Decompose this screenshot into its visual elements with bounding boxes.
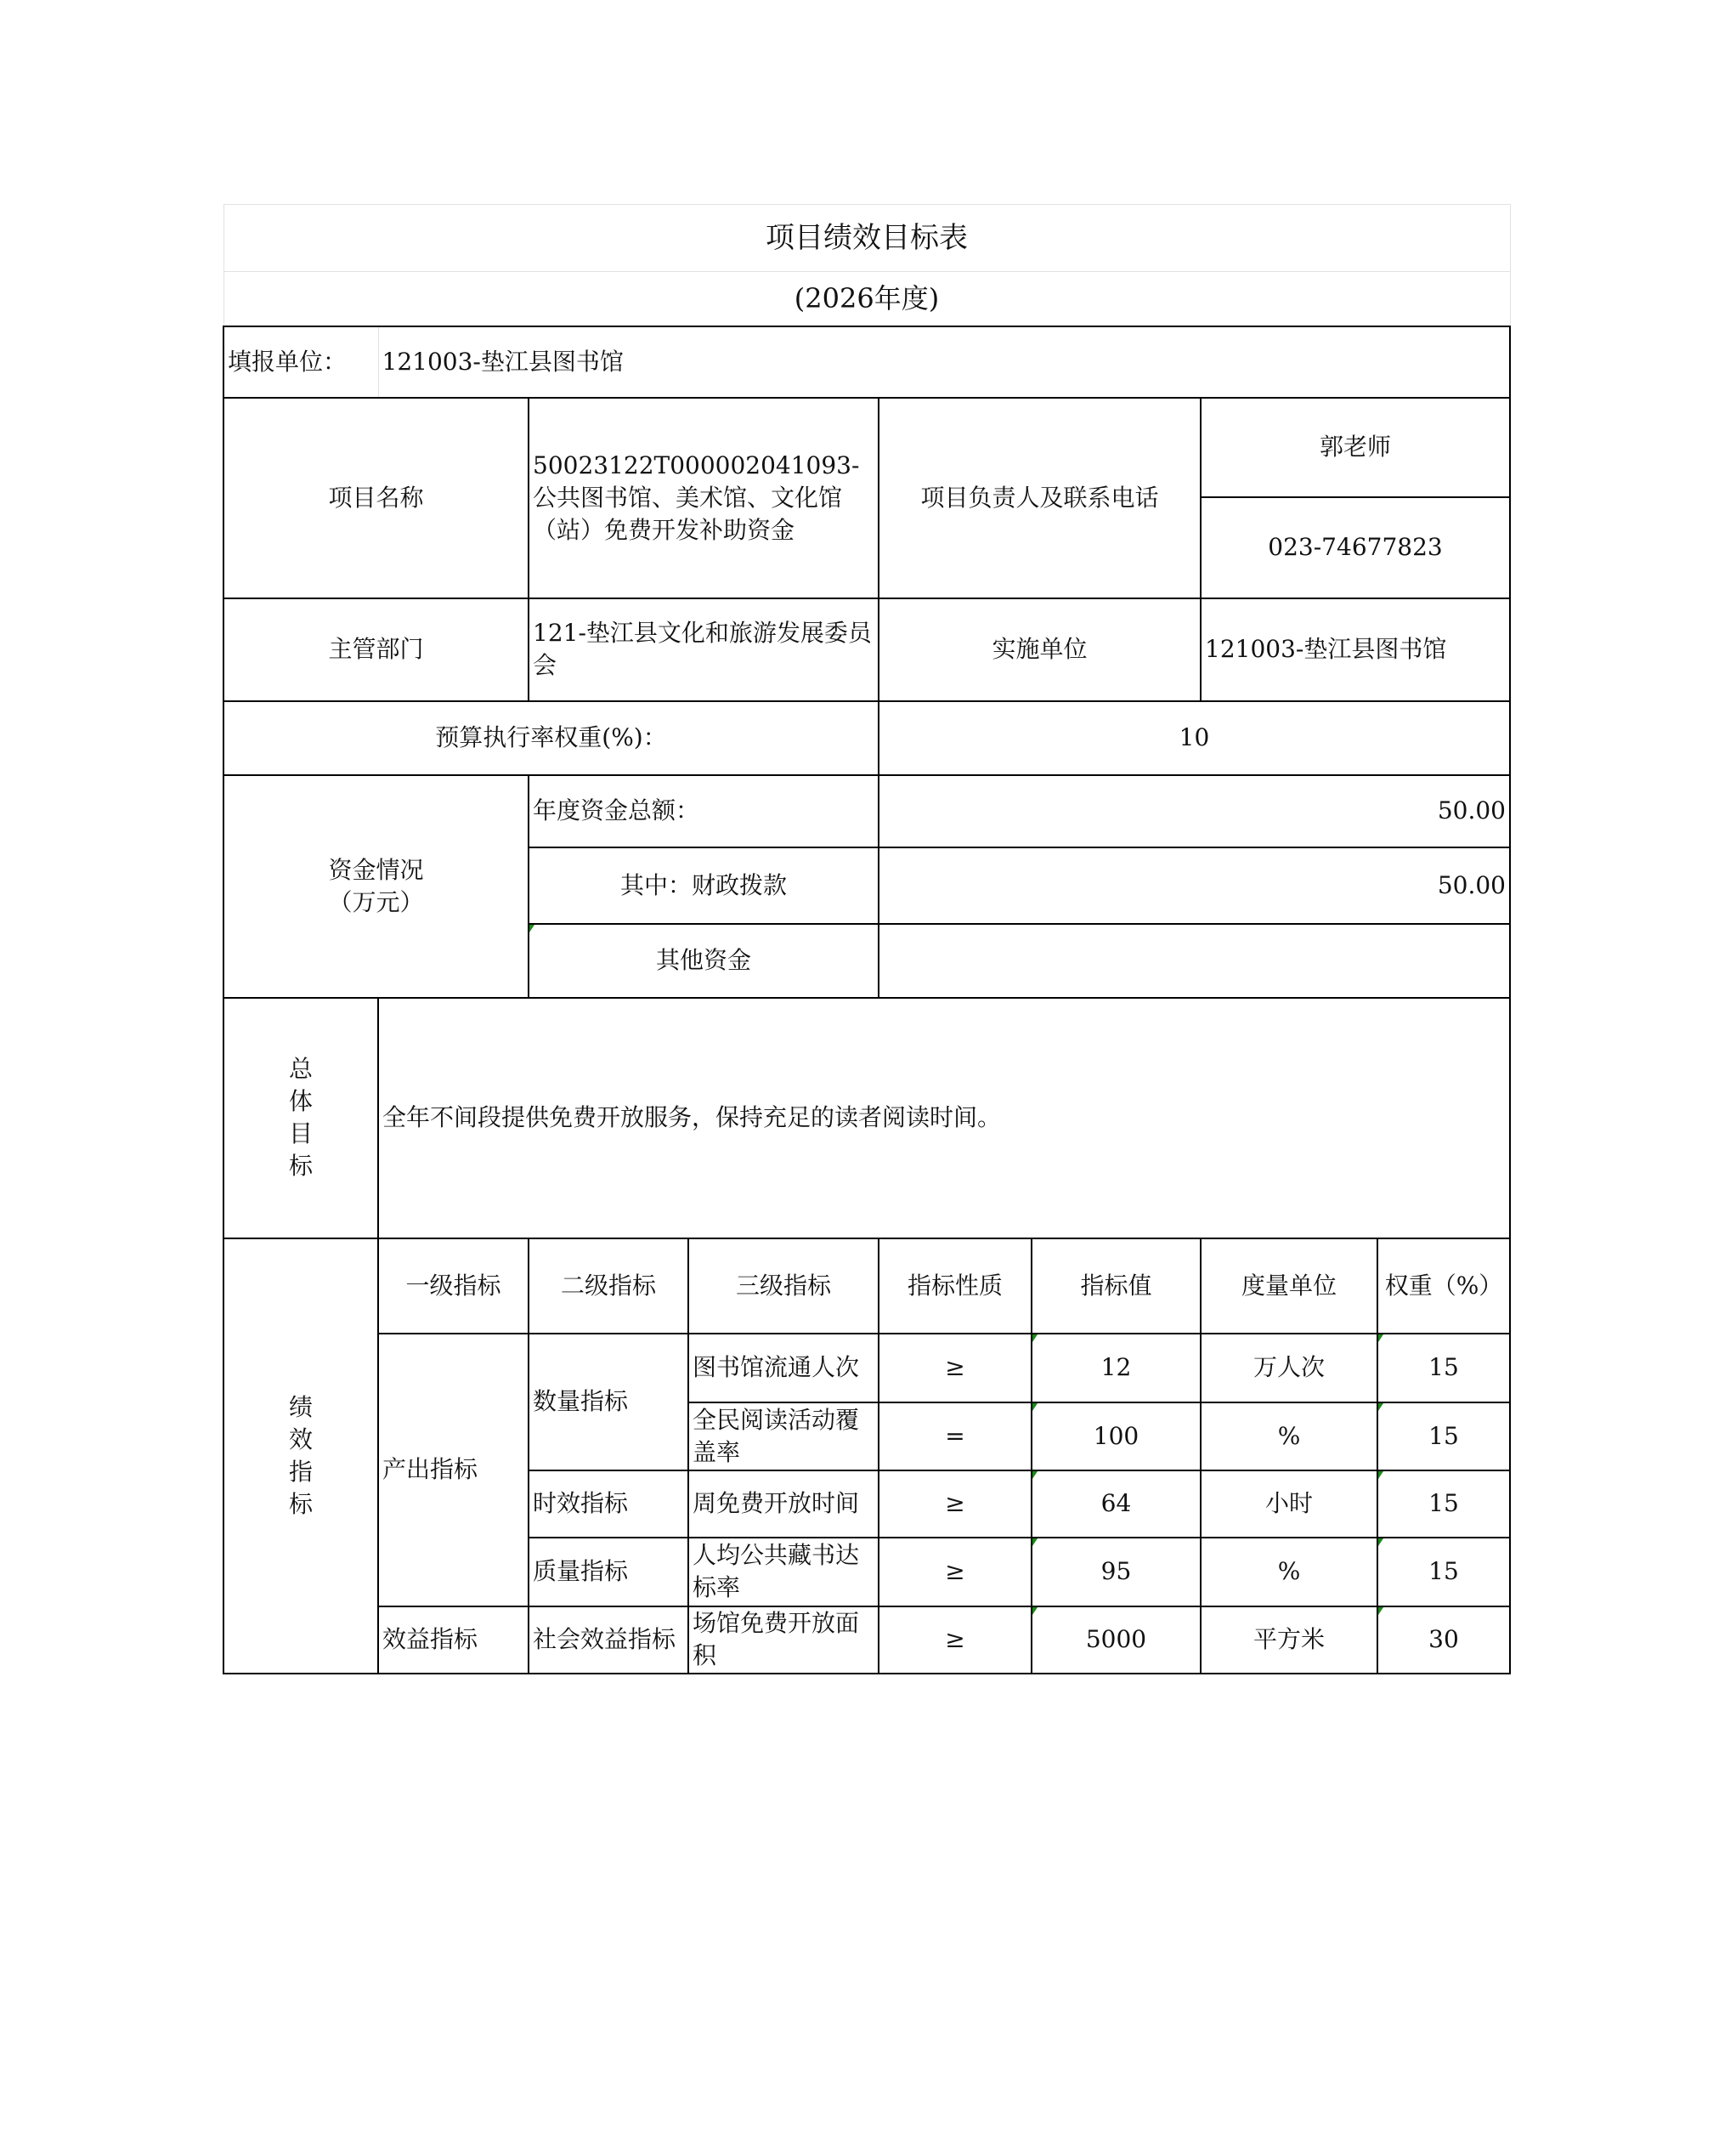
indicator-weight: 15 (1377, 1470, 1510, 1538)
funds-total-label: 年度资金总额： (529, 775, 879, 847)
level1-benefit: 效益指标 (378, 1606, 529, 1674)
header-weight: 权重（%） (1377, 1238, 1510, 1334)
overall-goal-label: 总体目标 (223, 998, 378, 1238)
department-value: 121-垫江县文化和旅游发展委员会 (529, 598, 879, 701)
budget-weight-value: 10 (879, 701, 1510, 775)
indicator-unit: 平方米 (1201, 1606, 1377, 1674)
funds-other-value (879, 924, 1510, 998)
level2-timeliness: 时效指标 (529, 1470, 688, 1538)
header-level3: 三级指标 (688, 1238, 879, 1334)
project-name-value: 50023122T000002041093-公共图书馆、美术馆、文化馆（站）免费开发补助资金 (529, 398, 879, 598)
level3-name: 场馆免费开放面积 (688, 1606, 879, 1674)
indicator-unit: 万人次 (1201, 1334, 1377, 1402)
header-unit: 度量单位 (1201, 1238, 1377, 1334)
indicator-value: 12 (1032, 1334, 1201, 1402)
indicator-value: 100 (1032, 1402, 1201, 1470)
contact-label: 项目负责人及联系电话 (879, 398, 1201, 598)
level2-quantity: 数量指标 (529, 1334, 688, 1470)
indicator-value: 5000 (1032, 1606, 1201, 1674)
level1-output: 产出指标 (378, 1334, 529, 1606)
budget-weight-label: 预算执行率权重(%)： (223, 701, 879, 775)
indicator-nature: ≥ (879, 1334, 1032, 1402)
level3-name: 全民阅读活动覆盖率 (688, 1402, 879, 1470)
indicator-nature: = (879, 1402, 1032, 1470)
indicator-nature: ≥ (879, 1470, 1032, 1538)
funds-other-label: 其他资金 (529, 924, 879, 998)
indicator-nature: ≥ (879, 1606, 1032, 1674)
level3-name: 图书馆流通人次 (688, 1334, 879, 1402)
indicator-weight: 30 (1377, 1606, 1510, 1674)
performance-target-table (223, 204, 1511, 1674)
filing-unit-label: 填报单位： (223, 326, 378, 398)
overall-goal-value: 全年不间段提供免费开放服务，保持充足的读者阅读时间。 (378, 998, 1510, 1238)
indicator-weight: 15 (1377, 1538, 1510, 1606)
indicator-weight: 15 (1377, 1334, 1510, 1402)
level3-name: 人均公共藏书达标率 (688, 1538, 879, 1606)
indicator-weight: 15 (1377, 1402, 1510, 1470)
header-level1: 一级指标 (378, 1238, 529, 1334)
header-nature: 指标性质 (879, 1238, 1032, 1334)
header-value: 指标值 (1032, 1238, 1201, 1334)
page-title: 项目绩效目标表 (223, 205, 1510, 272)
department-label: 主管部门 (223, 598, 529, 701)
indicator-unit: % (1201, 1402, 1377, 1470)
level2-quality: 质量指标 (529, 1538, 688, 1606)
table-row (223, 1606, 1510, 1674)
funds-fiscal-label: 其中：财政拨款 (529, 847, 879, 924)
filing-unit-value: 121003-垫江县图书馆 (378, 326, 1510, 398)
level2-social-benefit: 社会效益指标 (529, 1606, 688, 1674)
table-row (223, 1334, 1510, 1402)
level3-name: 周免费开放时间 (688, 1470, 879, 1538)
indicator-value: 64 (1032, 1470, 1201, 1538)
indicator-value: 95 (1032, 1538, 1201, 1606)
funds-label: 资金情况（万元） (223, 775, 529, 998)
header-level2: 二级指标 (529, 1238, 688, 1334)
indicators-label: 绩效指标 (223, 1238, 378, 1674)
indicator-nature: ≥ (879, 1538, 1032, 1606)
year-subtitle: (2026年度) (223, 272, 1510, 326)
contact-phone: 023-74677823 (1201, 497, 1510, 598)
funds-total-value: 50.00 (879, 775, 1510, 847)
funds-fiscal-value: 50.00 (879, 847, 1510, 924)
indicator-unit: 小时 (1201, 1470, 1377, 1538)
implementing-unit-label: 实施单位 (879, 598, 1201, 701)
implementing-unit-value: 121003-垫江县图书馆 (1201, 598, 1510, 701)
indicator-unit: % (1201, 1538, 1377, 1606)
project-name-label: 项目名称 (223, 398, 529, 598)
contact-name: 郭老师 (1201, 398, 1510, 497)
